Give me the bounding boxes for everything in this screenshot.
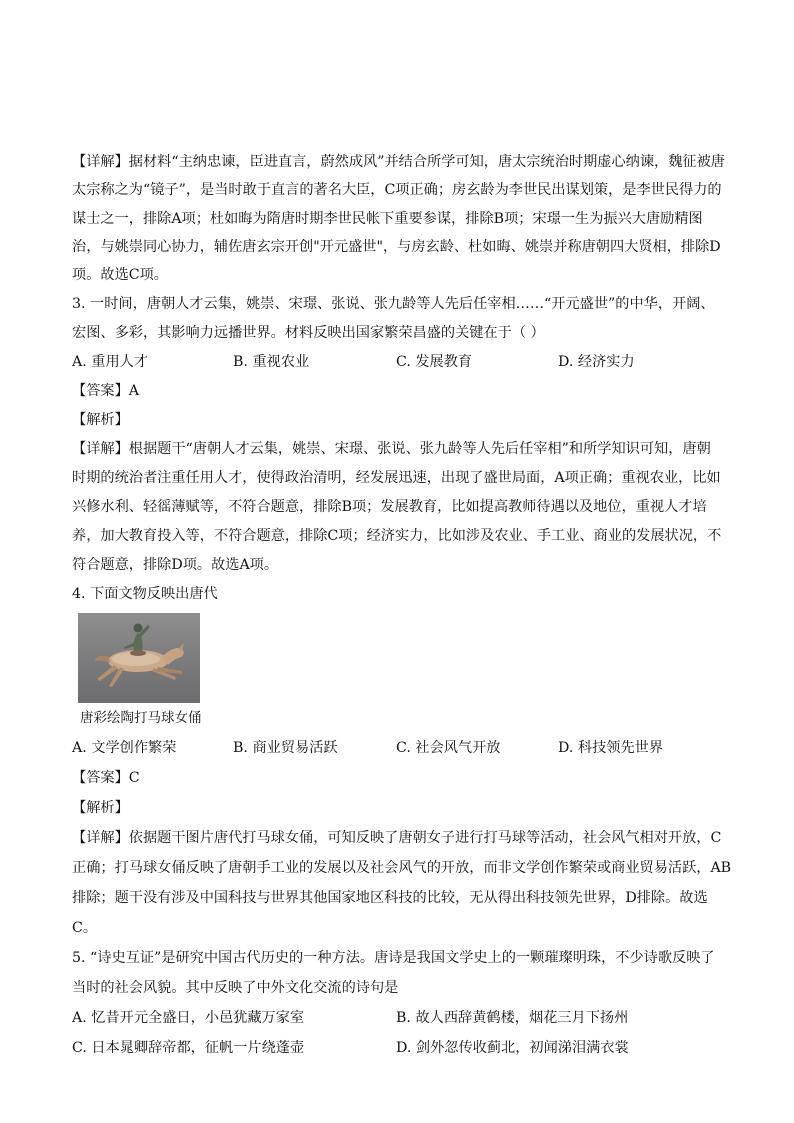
q5-option-d: D. 剑外忽传收蓟北，初闻涕泪满衣裳: [396, 1040, 629, 1056]
q3-option-d: D. 经济实力: [558, 354, 635, 370]
question-4-stem: 4. 下面文物反映出唐代: [72, 586, 218, 602]
horse-rider-figurine-image: [78, 613, 200, 703]
question-3-stem: 3. 一时间，唐朝人才云集，姚崇、宋璟、张说、张九龄等人先后任宰相……“开元盛世”的中华，开阔、: [72, 296, 715, 312]
q3-analysis-heading: 【解析】: [72, 412, 129, 428]
q5-option-b: B. 故人西辞黄鹤楼，烟花三月下扬州: [396, 1010, 629, 1026]
q3-option-a: A. 重用人才: [72, 354, 149, 370]
q4-analysis-heading: 【解析】: [72, 800, 129, 816]
explanation-line: 谋士之一，排除A项；杜如晦为隋唐时期李世民帐下重要参谋，排除B项；宋璟一生为振兴大唐励精图: [72, 211, 703, 227]
q3-detail: 兴修水利、轻徭薄赋等，不符合题意，排除B项；发展教育，比如提高教师待遇以及地位，重视人才培: [72, 499, 707, 515]
tang-polo-figurine-photo: [78, 613, 200, 703]
q3-detail: 时期的统治者注重任用人才，使得政治清明，经发展迅速，出现了盛世局面，A项正确；重视农业，比如: [72, 470, 721, 486]
q3-detail: 养，加大教育投入等，不符合题意，排除C项；经济实力，比如涉及农业、手工业、商业的发展状况，不: [72, 528, 722, 544]
q5-option-c: C. 日本晁卿辞帝都，征帆一片绕蓬壶: [72, 1040, 305, 1056]
q4-option-c: C. 社会风气开放: [396, 740, 501, 756]
q4-answer: 【答案】C: [72, 770, 140, 786]
q3-detail: 【详解】根据题干“唐朝人才云集，姚崇、宋璟、张说、张九龄等人先后任宰相”和所学知识可知，唐朝: [72, 441, 711, 457]
q3-answer: 【答案】A: [72, 383, 139, 399]
q3-option-c: C. 发展教育: [396, 354, 473, 370]
figure-caption: 唐彩绘陶打马球女俑: [80, 710, 202, 726]
q4-detail: 排除；题干没有涉及中国科技与世界其他国家地区科技的比较，无从得出科技领先世界，D排除。故选: [72, 890, 708, 906]
q4-option-b: B. 商业贸易活跃: [233, 740, 338, 756]
q5-option-a: A. 忆昔开元全盛日，小邑犹藏万家室: [72, 1010, 305, 1026]
q4-detail: 正确；打马球女俑反映了唐朝手工业的发展以及社会风气的开放，而非文学创作繁荣或商业贸易活跃，AB: [72, 860, 732, 876]
question-3-stem: 宏图、多彩，其影响力远播世界。材料反映出国家繁荣昌盛的关键在于（ ）: [72, 325, 545, 341]
explanation-line: 太宗称之为“镜子”，是当时敢于直言的著名大臣，C项正确；房玄龄为李世民出谋划策，是李世民得力的: [72, 182, 722, 198]
question-5-stem: 当时的社会风貌。其中反映了中外文化交流的诗句是: [72, 980, 399, 996]
q4-option-d: D. 科技领先世界: [558, 740, 664, 756]
explanation-line: 项。故选C项。: [72, 267, 168, 283]
q4-option-a: A. 文学创作繁荣: [72, 740, 177, 756]
q4-detail: 【详解】依据题干图片唐代打马球女俑，可知反映了唐朝女子进行打马球等活动，社会风气相对开放，C: [72, 830, 722, 846]
q4-detail: C。: [72, 920, 98, 936]
q3-option-b: B. 重视农业: [233, 354, 310, 370]
explanation-line: 治，与姚崇同心协力，辅佐唐玄宗开创"开元盛世"，与房玄龄、杜如晦、姚崇并称唐朝四大贤相，排除D: [72, 239, 721, 255]
question-5-stem: 5. “诗史互证”是研究中国古代历史的一种方法。唐诗是我国文学史上的一颗璀璨明珠，不少诗歌反映了: [72, 950, 715, 966]
explanation-line: 【详解】据材料“主纳忠谏，臣进直言，蔚然成风”并结合所学可知，唐太宗统治时期虚心纳谏，魏征被唐: [72, 154, 725, 170]
q3-detail: 符合题意，排除D项。故选A项。: [72, 557, 279, 573]
